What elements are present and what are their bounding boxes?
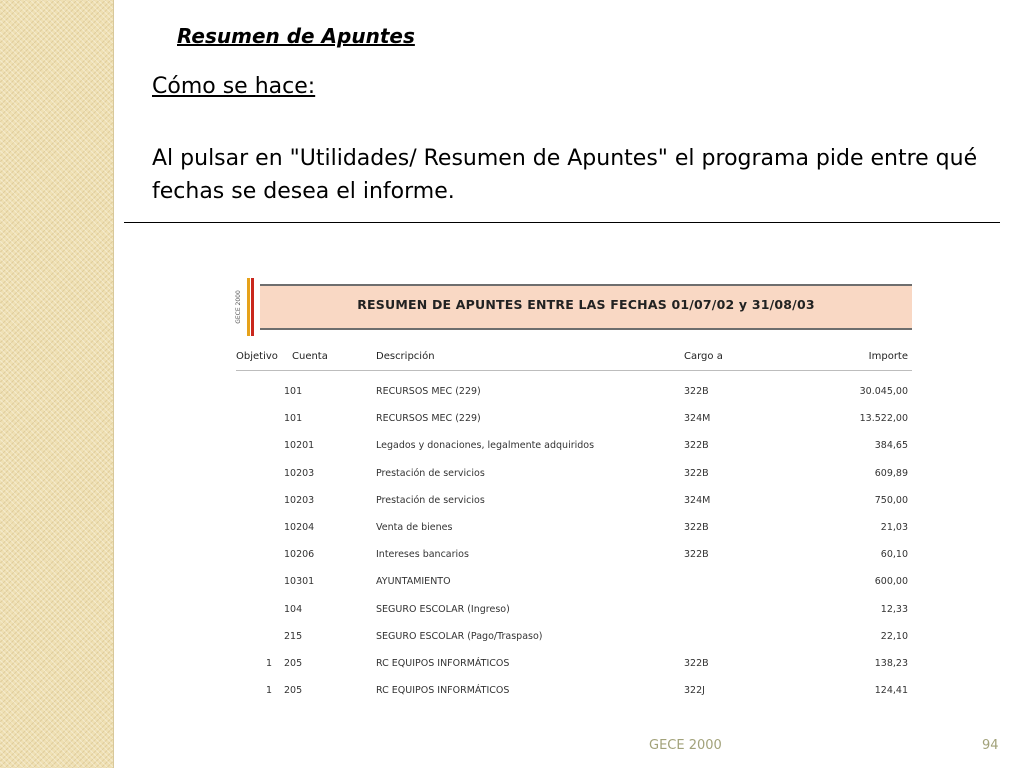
table-row bbox=[216, 596, 916, 623]
col-header-cuenta: Cuenta bbox=[292, 351, 328, 362]
cell-importe: 609,89 bbox=[874, 467, 908, 479]
table-row bbox=[216, 568, 916, 595]
cell-cuenta: 104 bbox=[284, 603, 303, 615]
cell-descripcion: Intereses bancarios bbox=[376, 549, 469, 561]
cell-objetivo: 1 bbox=[266, 657, 273, 669]
table-row bbox=[216, 432, 916, 459]
cell-cuenta: 101 bbox=[284, 413, 303, 425]
table-row bbox=[216, 460, 916, 487]
table-row bbox=[216, 650, 916, 677]
report-column-headers bbox=[216, 346, 916, 366]
cell-descripcion: RC EQUIPOS INFORMÁTICOS bbox=[376, 657, 510, 669]
table-row bbox=[216, 677, 916, 704]
cell-cuenta: 101 bbox=[284, 386, 303, 397]
report-title: RESUMEN DE APUNTES ENTRE LAS FECHAS 01/07/02 y 31/08/03 bbox=[357, 297, 815, 312]
cell-importe: 138,23 bbox=[874, 657, 908, 669]
cell-cuenta: 10203 bbox=[284, 494, 315, 506]
col-header-descripcion: Descripción bbox=[376, 351, 435, 362]
cell-descripcion: SEGURO ESCOLAR (Pago/Traspaso) bbox=[376, 630, 543, 642]
table-row bbox=[216, 487, 916, 514]
cell-importe: 600,00 bbox=[874, 576, 908, 588]
cell-cargo: 322B bbox=[684, 521, 709, 533]
cell-cuenta: 205 bbox=[284, 685, 303, 697]
divider-line bbox=[124, 222, 1000, 223]
cell-cuenta: 205 bbox=[284, 657, 303, 669]
col-header-importe: Importe bbox=[868, 351, 908, 362]
cell-cargo: 322B bbox=[684, 467, 709, 479]
cell-importe: 12,33 bbox=[880, 603, 908, 615]
cell-descripcion: AYUNTAMIENTO bbox=[376, 576, 451, 588]
cell-descripcion: RECURSOS MEC (229) bbox=[376, 413, 481, 425]
slide-number: 94 bbox=[982, 738, 999, 753]
cell-importe: 21,03 bbox=[880, 521, 908, 533]
cell-cargo: 324M bbox=[684, 494, 711, 506]
cell-descripcion: Prestación de servicios bbox=[376, 467, 485, 479]
table-row bbox=[216, 623, 916, 650]
slide-heading: Resumen de Apuntes bbox=[177, 24, 415, 48]
col-header-cargo: Cargo a bbox=[684, 351, 723, 362]
slide-body-text: Al pulsar en "Utilidades/ Resumen de Apuntes" el programa pide entre qué fechas se desea el informe. bbox=[152, 146, 978, 204]
cell-cuenta: 10204 bbox=[284, 521, 315, 533]
slide-subheading: Cómo se hace: bbox=[152, 74, 316, 99]
cell-importe: 124,41 bbox=[874, 685, 908, 697]
decorative-sidebar bbox=[0, 0, 114, 768]
report-title-bar bbox=[260, 284, 912, 330]
table-row bbox=[216, 541, 916, 568]
cell-cargo: 322B bbox=[684, 657, 709, 669]
table-row bbox=[216, 405, 916, 432]
report-screenshot bbox=[216, 276, 916, 708]
cell-cargo: 322J bbox=[684, 685, 705, 697]
col-header-objetivo: Objetivo bbox=[236, 351, 278, 362]
cell-objetivo: 1 bbox=[266, 685, 273, 697]
cell-descripcion: RC EQUIPOS INFORMÁTICOS bbox=[376, 685, 510, 697]
cell-importe: 750,00 bbox=[874, 494, 908, 506]
cell-descripcion: Venta de bienes bbox=[376, 521, 453, 533]
table-row bbox=[216, 378, 916, 405]
cell-importe: 22,10 bbox=[880, 630, 908, 642]
cell-descripcion: Legados y donaciones, legalmente adquiridos bbox=[376, 440, 595, 452]
header-separator bbox=[236, 370, 912, 371]
cell-cuenta: 10203 bbox=[284, 467, 315, 479]
cell-cargo: 322B bbox=[684, 549, 709, 561]
table-row bbox=[216, 514, 916, 541]
cell-descripcion: Prestación de servicios bbox=[376, 494, 485, 506]
cell-cargo: 322B bbox=[684, 386, 709, 397]
cell-importe: 13.522,00 bbox=[859, 413, 908, 425]
cell-cuenta: 10206 bbox=[284, 549, 315, 561]
report-rows bbox=[216, 378, 916, 704]
cell-importe: 384,65 bbox=[874, 440, 908, 452]
logo-text: GECE 2000 bbox=[235, 290, 242, 324]
cell-importe: 60,10 bbox=[880, 549, 908, 561]
cell-cuenta: 215 bbox=[284, 630, 303, 642]
cell-cuenta: 10201 bbox=[284, 440, 315, 452]
cell-cargo: 324M bbox=[684, 413, 711, 425]
cell-cargo: 322B bbox=[684, 440, 709, 452]
cell-descripcion: SEGURO ESCOLAR (Ingreso) bbox=[376, 603, 510, 615]
gece-logo-icon bbox=[230, 276, 260, 338]
cell-cuenta: 10301 bbox=[284, 576, 315, 588]
cell-descripcion: RECURSOS MEC (229) bbox=[376, 386, 481, 397]
cell-importe: 30.045,00 bbox=[859, 386, 908, 397]
footer-label: GECE 2000 bbox=[649, 738, 722, 753]
